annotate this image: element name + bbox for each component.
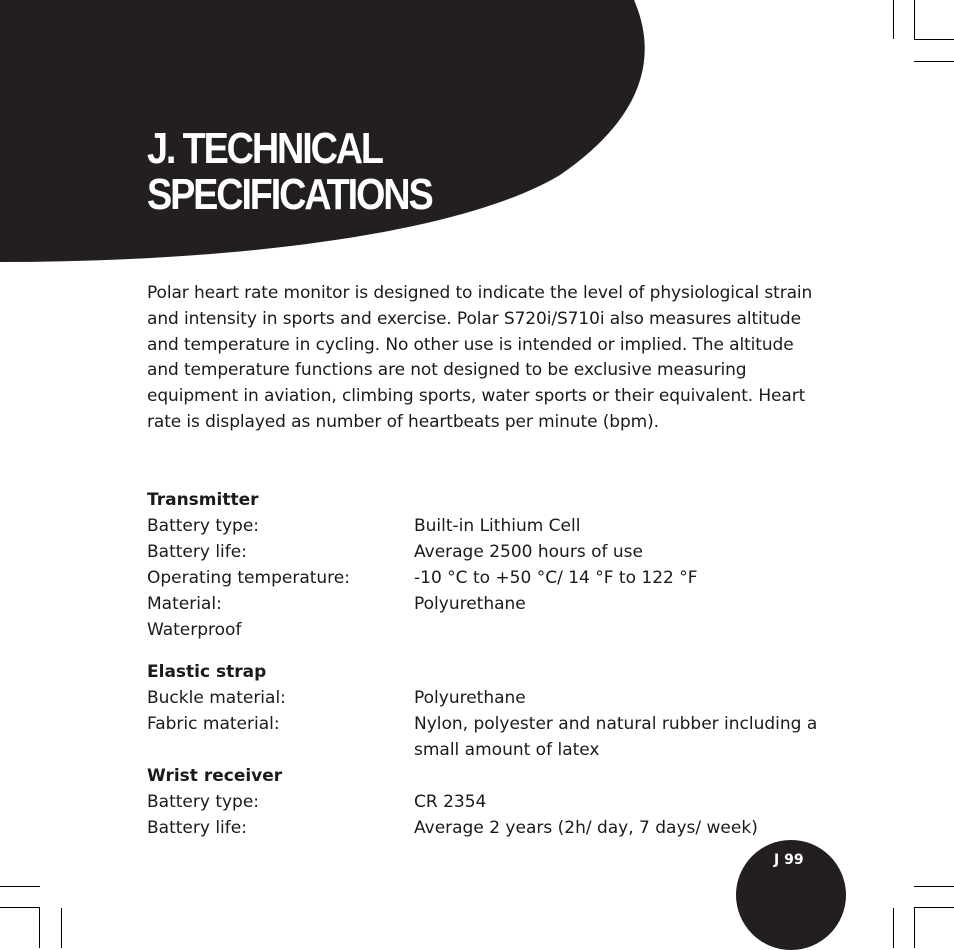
- crop-mark: [914, 39, 954, 40]
- spec-value: [414, 617, 847, 643]
- section-heading-elastic-strap: Elastic strap: [147, 662, 267, 682]
- spec-value: Polyurethane: [414, 688, 526, 708]
- spec-label: Fabric material:: [147, 714, 280, 734]
- crop-mark: [0, 907, 40, 908]
- spec-row: [147, 617, 847, 643]
- spec-row: [147, 815, 847, 841]
- crop-mark: [0, 886, 40, 887]
- spec-value: -10 °C to +50 °C/ 14 °F to 122 °F: [414, 568, 698, 588]
- spec-label: Battery type:: [147, 516, 260, 536]
- spec-label: Operating temperature:: [147, 568, 350, 588]
- page-title: [147, 126, 432, 218]
- spec-label: Battery life:: [147, 542, 247, 562]
- spec-label: Material:: [147, 594, 222, 614]
- spec-row: [147, 539, 847, 565]
- crop-mark: [39, 908, 40, 948]
- section-heading-transmitter: Transmitter: [147, 490, 259, 510]
- spec-row: [147, 789, 847, 815]
- spec-value: Average 2500 hours of use: [414, 542, 643, 562]
- page-number: J 99: [774, 852, 804, 868]
- spec-label: Battery type:: [147, 792, 260, 812]
- crop-mark: [893, 0, 894, 39]
- crop-mark: [893, 908, 894, 948]
- spec-label: Battery life:: [147, 818, 247, 838]
- spec-value: Built-in Lithium Cell: [414, 516, 581, 536]
- crop-mark: [914, 907, 954, 908]
- spec-value: Nylon, polyester and natural rubber including a small amount of latex: [414, 714, 818, 760]
- specifications: [147, 487, 847, 841]
- intro-paragraph: Polar heart rate monitor is designed to indicate the level of physiological strain and intensity in sports and exercise. Polar S720i/S710i also measures altitude and temperature in cycling. No other use is intended or implied. The altitude and temperature functions are not designed to be exclusive measuring equipment in aviation, climbing sports, water sports or their equivalent. Heart rate is displayed as number of heartbeats per minute (bpm).: [147, 283, 813, 432]
- crop-mark: [914, 908, 915, 948]
- crop-mark: [61, 908, 62, 948]
- section-spacer: [147, 643, 847, 659]
- section-heading-wrist-receiver: Wrist receiver: [147, 766, 283, 786]
- spec-row: [147, 565, 847, 591]
- spec-row: [147, 711, 847, 763]
- spec-row: [147, 513, 847, 539]
- title-line-1: J. TECHNICAL: [147, 124, 382, 173]
- crop-mark: [914, 0, 915, 39]
- spec-value: Average 2 years (2h/ day, 7 days/ week): [414, 818, 758, 838]
- crop-mark: [914, 886, 954, 887]
- spec-label: Waterproof: [147, 620, 242, 640]
- spec-value: CR 2354: [414, 792, 487, 812]
- spec-row: [147, 685, 847, 711]
- crop-mark: [914, 61, 954, 62]
- spec-value: Polyurethane: [414, 594, 526, 614]
- title-line-2: SPECIFICATIONS: [147, 170, 432, 219]
- spec-row: [147, 591, 847, 617]
- spec-label: Buckle material:: [147, 688, 286, 708]
